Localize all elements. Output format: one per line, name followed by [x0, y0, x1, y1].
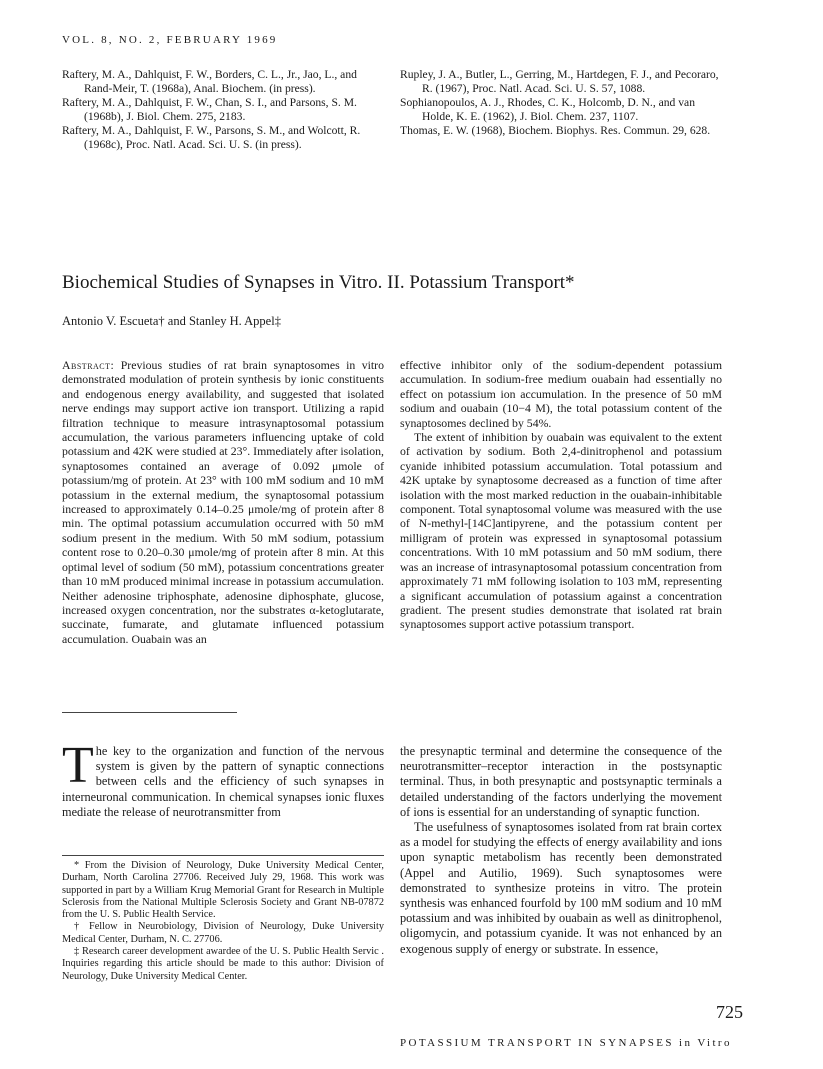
abstract-paragraph: effective inhibitor only of the sodium-dependent potassium accumulation. In sodium-free medium ouabain had essentially no effect on potassium ion accumulation. In the presence of 50 mM sodium and ouabain (10−4 M), the total potassium content of the synaptosomes declined by 54%. — [400, 358, 722, 430]
reference-entry: Raftery, M. A., Dahlquist, F. W., Parsons, S. M., and Wolcott, R. (1968c), Proc. Natl. Acad. Sci. U. S. (in press). — [62, 124, 361, 151]
abstract-text: Previous studies of rat brain synaptosomes in vitro demonstrated modulation of protein synthesis by ionic constituents and endogenous energy availability, and suggested that isolated nerve endings may support active ion transport. Utilizing a rapid filtration technique to measure intrasynaptosomal potassium accumulation, the various parameters influencing uptake of cold potassium and 42K were studied at 23°. Immediately after isolation, synaptosomes contained an average of 0.092 μmole of potassium/mg of protein. At 23° with 100 mM sodium and 10 mM potassium in the external medium, the synaptosomal potassium increased to approximately 0.14–0.25 μmole/mg of protein after 8 min. The optimal potassium accumulation occurred with 50 mM sodium present in the medium. With 50 mM sodium, potassium content rose to 0.20–0.30 μmole/mg of protein after 8 min. At this optimal level of sodium (50 mM), potassium concentrations greater than 10 mM produced minimal increase in potassium accumulation. Neither adenosine triphosphate, adenosine diphosphate, glucose, increased oxygen concentration, nor the substrates α-ketoglutarate, succinate, fumarate, and glutamate influenced potassium accumulation. Ouabain was an — [62, 358, 384, 646]
abstract-right-column — [400, 358, 722, 632]
body-paragraph: The usefulness of synaptosomes isolated from rat brain cortex as a model for studying the effects of energy availability and ions upon synaptic metabolism has recently been demonstrated (Appel and Autilio, 1969). Such synaptosomes were demonstrated to synthesize proteins in vitro. The protein synthesis was enhanced fourfold by 100 mM sodium and 10 mM potassium and was inhibited by ouabain as well as dinitrophenol, oligomycin, and potassium cyanide. It was not enhanced by an exogenous supply of energy or substrate. In essence, — [400, 820, 722, 956]
abstract-left-column — [62, 358, 384, 646]
footnote: † Fellow in Neurobiology, Division of Neurology, Duke University Medical Center, Durham, N. C. 27706. — [62, 921, 384, 945]
body-right-column — [400, 744, 722, 957]
abstract-paragraph: The extent of inhibition by ouabain was equivalent to the extent of activation by sodium. Both 2,4-dinitrophenol and potassium cyanide inhibited potassium accumulation. Total potassium and 42K uptake by synaptosome decreased as a function of time after isolation with the most marked reduction in the ouabain-inhibitable component. Total synaptosomal volume was measured with the use of N-methyl-[14C]antipyrene, and the potassium content per milligram of protein was expressed in synaptosomal potassium concentrations. With 10 mM potassium and 50 mM sodium, there was an increase of intrasynaptosomal potassium concentration from approximately 71 mM following isolation to 103 mM, representing a significant accumulation of potassium against a concentration gradient. The present studies demonstrate that isolated rat brain synaptosomes support active potassium transport. — [400, 430, 722, 632]
intro-text: he key to the organization and function of the nervous system is given by the pattern of synaptic connections between cells and the efficiency of such synapses in interneuronal communication. In chemical synapses ionic fluxes mediate the release of neurotransmitter from — [62, 744, 384, 819]
article-authors: Antonio V. Escueta† and Stanley H. Appel‡ — [62, 314, 281, 328]
article-title: Biochemical Studies of Synapses in Vitro. II. Potassium Transport* — [62, 272, 575, 293]
intro-paragraph — [62, 737, 384, 820]
running-foot: POTASSIUM TRANSPORT IN SYNAPSES in Vitro — [400, 1037, 732, 1049]
drop-cap: T — [62, 737, 94, 794]
reference-entry: Rupley, J. A., Butler, L., Gerring, M., Hartdegen, F. J., and Pecoraro, R. (1967), Proc. Natl. Acad. Sci. U. S. 57, 1088. — [400, 68, 719, 95]
reference-entry: Thomas, E. W. (1968), Biochem. Biophys. Res. Commun. 29, 628. — [400, 124, 711, 137]
footnote: * From the Division of Neurology, Duke University Medical Center, Durham, North Carolina 27706. Received July 29, 1968. This work was supported in part by a William Krug Memorial Grant for Research in Multiple Sclerosis from the National Multiple Sclerosis Society and Grant NB-07872 from the U. S. Public Health Service. — [62, 860, 384, 921]
reference-entry: Sophianopoulos, A. J., Rhodes, C. K., Holcomb, D. N., and van Holde, K. E. (1962), J. Biol. Chem. 237, 1107. — [400, 96, 695, 123]
page-number: 725 — [716, 1002, 743, 1022]
references-left-column — [62, 68, 384, 152]
footnotes — [62, 855, 384, 983]
running-head: VOL. 8, NO. 2, FEBRUARY 1969 — [62, 34, 278, 46]
reference-entry: Raftery, M. A., Dahlquist, F. W., Borders, C. L., Jr., Jao, L., and Rand-Meir, T. (1968a), Anal. Biochem. (in press). — [62, 68, 357, 95]
footnote: ‡ Research career development awardee of the U. S. Public Health Servic . Inquiries regarding this article should be made to this author: Division of Neurology, Duke University Medical Center. — [62, 946, 384, 982]
reference-entry: Raftery, M. A., Dahlquist, F. W., Chan, S. I., and Parsons, S. M. (1968b), J. Biol. Chem. 275, 2183. — [62, 96, 357, 123]
references-right-column — [400, 68, 722, 138]
abstract-label: Abstract: — [62, 358, 115, 372]
abstract-paragraph — [62, 358, 384, 646]
body-paragraph: the presynaptic terminal and determine the consequence of the neurotransmitter–receptor interaction in the postsynaptic terminal. Thus, in both presynaptic and postsynaptic terminals a detailed understanding of the factors underlying the movement of ions is essential for an understanding of synaptic function. — [400, 744, 722, 819]
section-divider — [62, 712, 237, 713]
body-left-column — [62, 737, 384, 820]
